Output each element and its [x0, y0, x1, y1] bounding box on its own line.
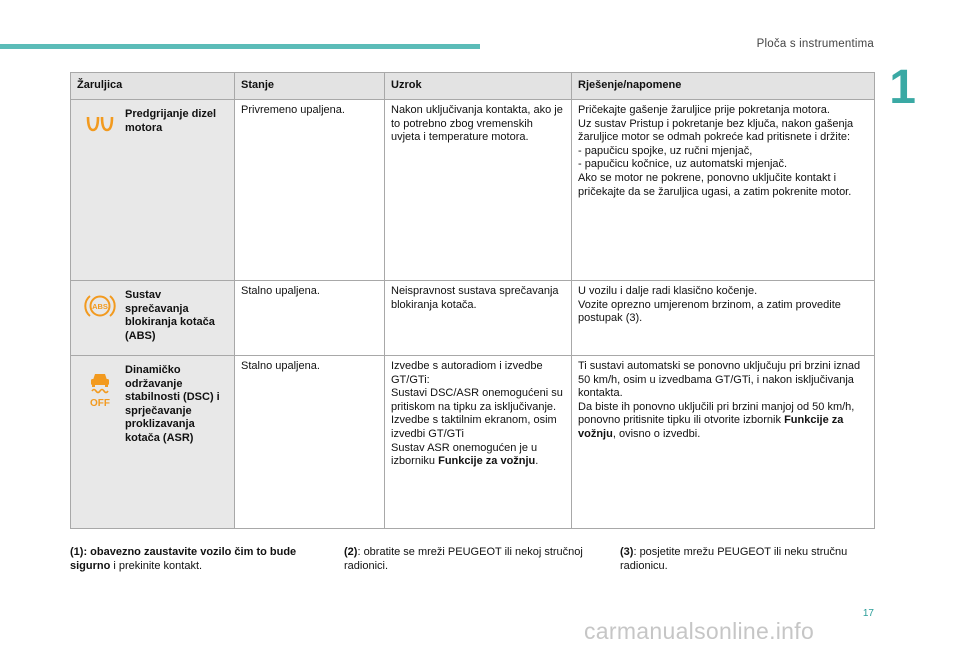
solution-line: Ako se motor ne pokrene, ponovno uključite kontakt i pričekajte da se žaruljica ugasi, a zatim pokrenite motor.	[578, 171, 852, 198]
footnote-2	[344, 546, 606, 573]
column-header-cause: Uzrok	[385, 73, 572, 100]
solution-line: Ti sustavi automatski se ponovno uključuju pri brzini iznad 50 km/h, osim u izvedbama GT/GTi, i nakon isključivanja kontakta.	[578, 360, 861, 400]
column-header-solution: Rješenje/napomene	[572, 73, 875, 100]
solution-cell	[572, 281, 875, 356]
section-title: Ploča s instrumentima	[756, 38, 874, 50]
dsc-off-icon	[85, 368, 115, 408]
lamp-name: Sustav sprečavanja blokiranja kotača (ABS)	[125, 289, 215, 342]
table-header-row	[71, 73, 875, 100]
cause-cell	[385, 356, 572, 529]
cause-end: .	[535, 455, 539, 468]
lamp-name: Predgrijanje dizel motora	[125, 108, 217, 134]
state-cell: Stalno upaljena.	[235, 281, 385, 356]
footnote-text: i prekinite kontakt.	[110, 559, 203, 572]
chapter-number: 1	[889, 61, 916, 114]
footnote-ref: (1)	[70, 546, 84, 558]
solution-cell	[572, 100, 875, 281]
menu-name: Funkcije za vožnju	[438, 455, 536, 468]
solution-cell	[572, 356, 875, 529]
solution-line: Da biste ih ponovno uključili pri brzini manjoj od 50 km/h, ponovno pritisnite tipku ili otvorite izbornik	[578, 400, 855, 427]
footnote-3	[620, 546, 876, 573]
lamp-name: Dinamičko održavanje stabilnosti (DSC) i sprječavanje proklizavanja kotača (ASR)	[125, 364, 220, 444]
footnote-text: : posjetite mrežu PEUGEOT ili neku stručnu radionicu.	[620, 546, 848, 572]
glow-plug-icon	[85, 112, 115, 134]
footnote-ref: (3)	[620, 546, 634, 558]
lamp-cell	[71, 100, 235, 281]
table-row	[71, 100, 875, 281]
column-header-state: Stanje	[235, 73, 385, 100]
table-row	[71, 356, 875, 529]
lamp-cell	[71, 281, 235, 356]
cause-line: Sustavi DSC/ASR onemogućeni su pritiskom na tipku za isključivanje.	[391, 387, 563, 413]
column-header-lamp: Žaruljica	[71, 73, 235, 100]
solution-line: Vozite oprezno umjerenom brzinom, a zatim provedite postupak (3).	[578, 298, 841, 325]
abs-icon	[84, 293, 116, 319]
state-cell: Privremeno upaljena.	[235, 100, 385, 281]
state-cell: Stalno upaljena.	[235, 356, 385, 529]
solution-line: - papučicu spojke, uz ručni mjenjač,	[578, 144, 753, 157]
solution-line: Pričekajte gašenje žaruljice prije pokretanja motora.	[578, 104, 830, 116]
solution-line: U vozilu i dalje radi klasično kočenje.	[578, 285, 758, 297]
dsc-off-icon-label: OFF	[90, 398, 110, 408]
header-accent-bar	[0, 44, 480, 49]
table-row	[71, 281, 875, 356]
cause-line: Izvedbe s taktilnim ekranom, osim izvedbi GT/GTi	[391, 414, 557, 440]
solution-line: - papučicu kočnice, uz automatski mjenjač.	[578, 158, 788, 171]
cause-line: Sustav ASR onemogućen je u izborniku	[391, 441, 538, 468]
solution-line: Uz sustav Pristup i pokretanje bez ključa, nakon gašenja žaruljice motor se odmah pokreće kad pritisnete i držite:	[578, 117, 854, 144]
cause-line: Izvedbe s autoradiom i izvedbe GT/GTi:	[391, 360, 543, 386]
warning-lamps-table	[70, 72, 875, 529]
lamp-cell	[71, 356, 235, 529]
abs-icon-label: ABS	[92, 302, 108, 311]
footnote-ref: (2)	[344, 546, 358, 558]
cause-cell: Neispravnost sustava sprečavanja blokiranja kotača.	[385, 281, 572, 356]
footnote-text: : obratite se mreži PEUGEOT ili nekoj stručnoj radionici.	[344, 546, 583, 572]
watermark: carmanualsonline.info	[584, 618, 815, 644]
footnote-bold-text: : obavezno zaustavite vozilo čim to bude sigurno	[70, 546, 297, 572]
cause-cell: Nakon uključivanja kontakta, ako je to potrebno zbog vremenskih uvjeta i temperature motora.	[385, 100, 572, 281]
menu-name: Funkcije za vožnju	[578, 414, 844, 440]
page-number: 17	[862, 608, 874, 619]
solution-end: , ovisno o izvedbi.	[612, 427, 701, 440]
footnote-1	[70, 546, 335, 573]
